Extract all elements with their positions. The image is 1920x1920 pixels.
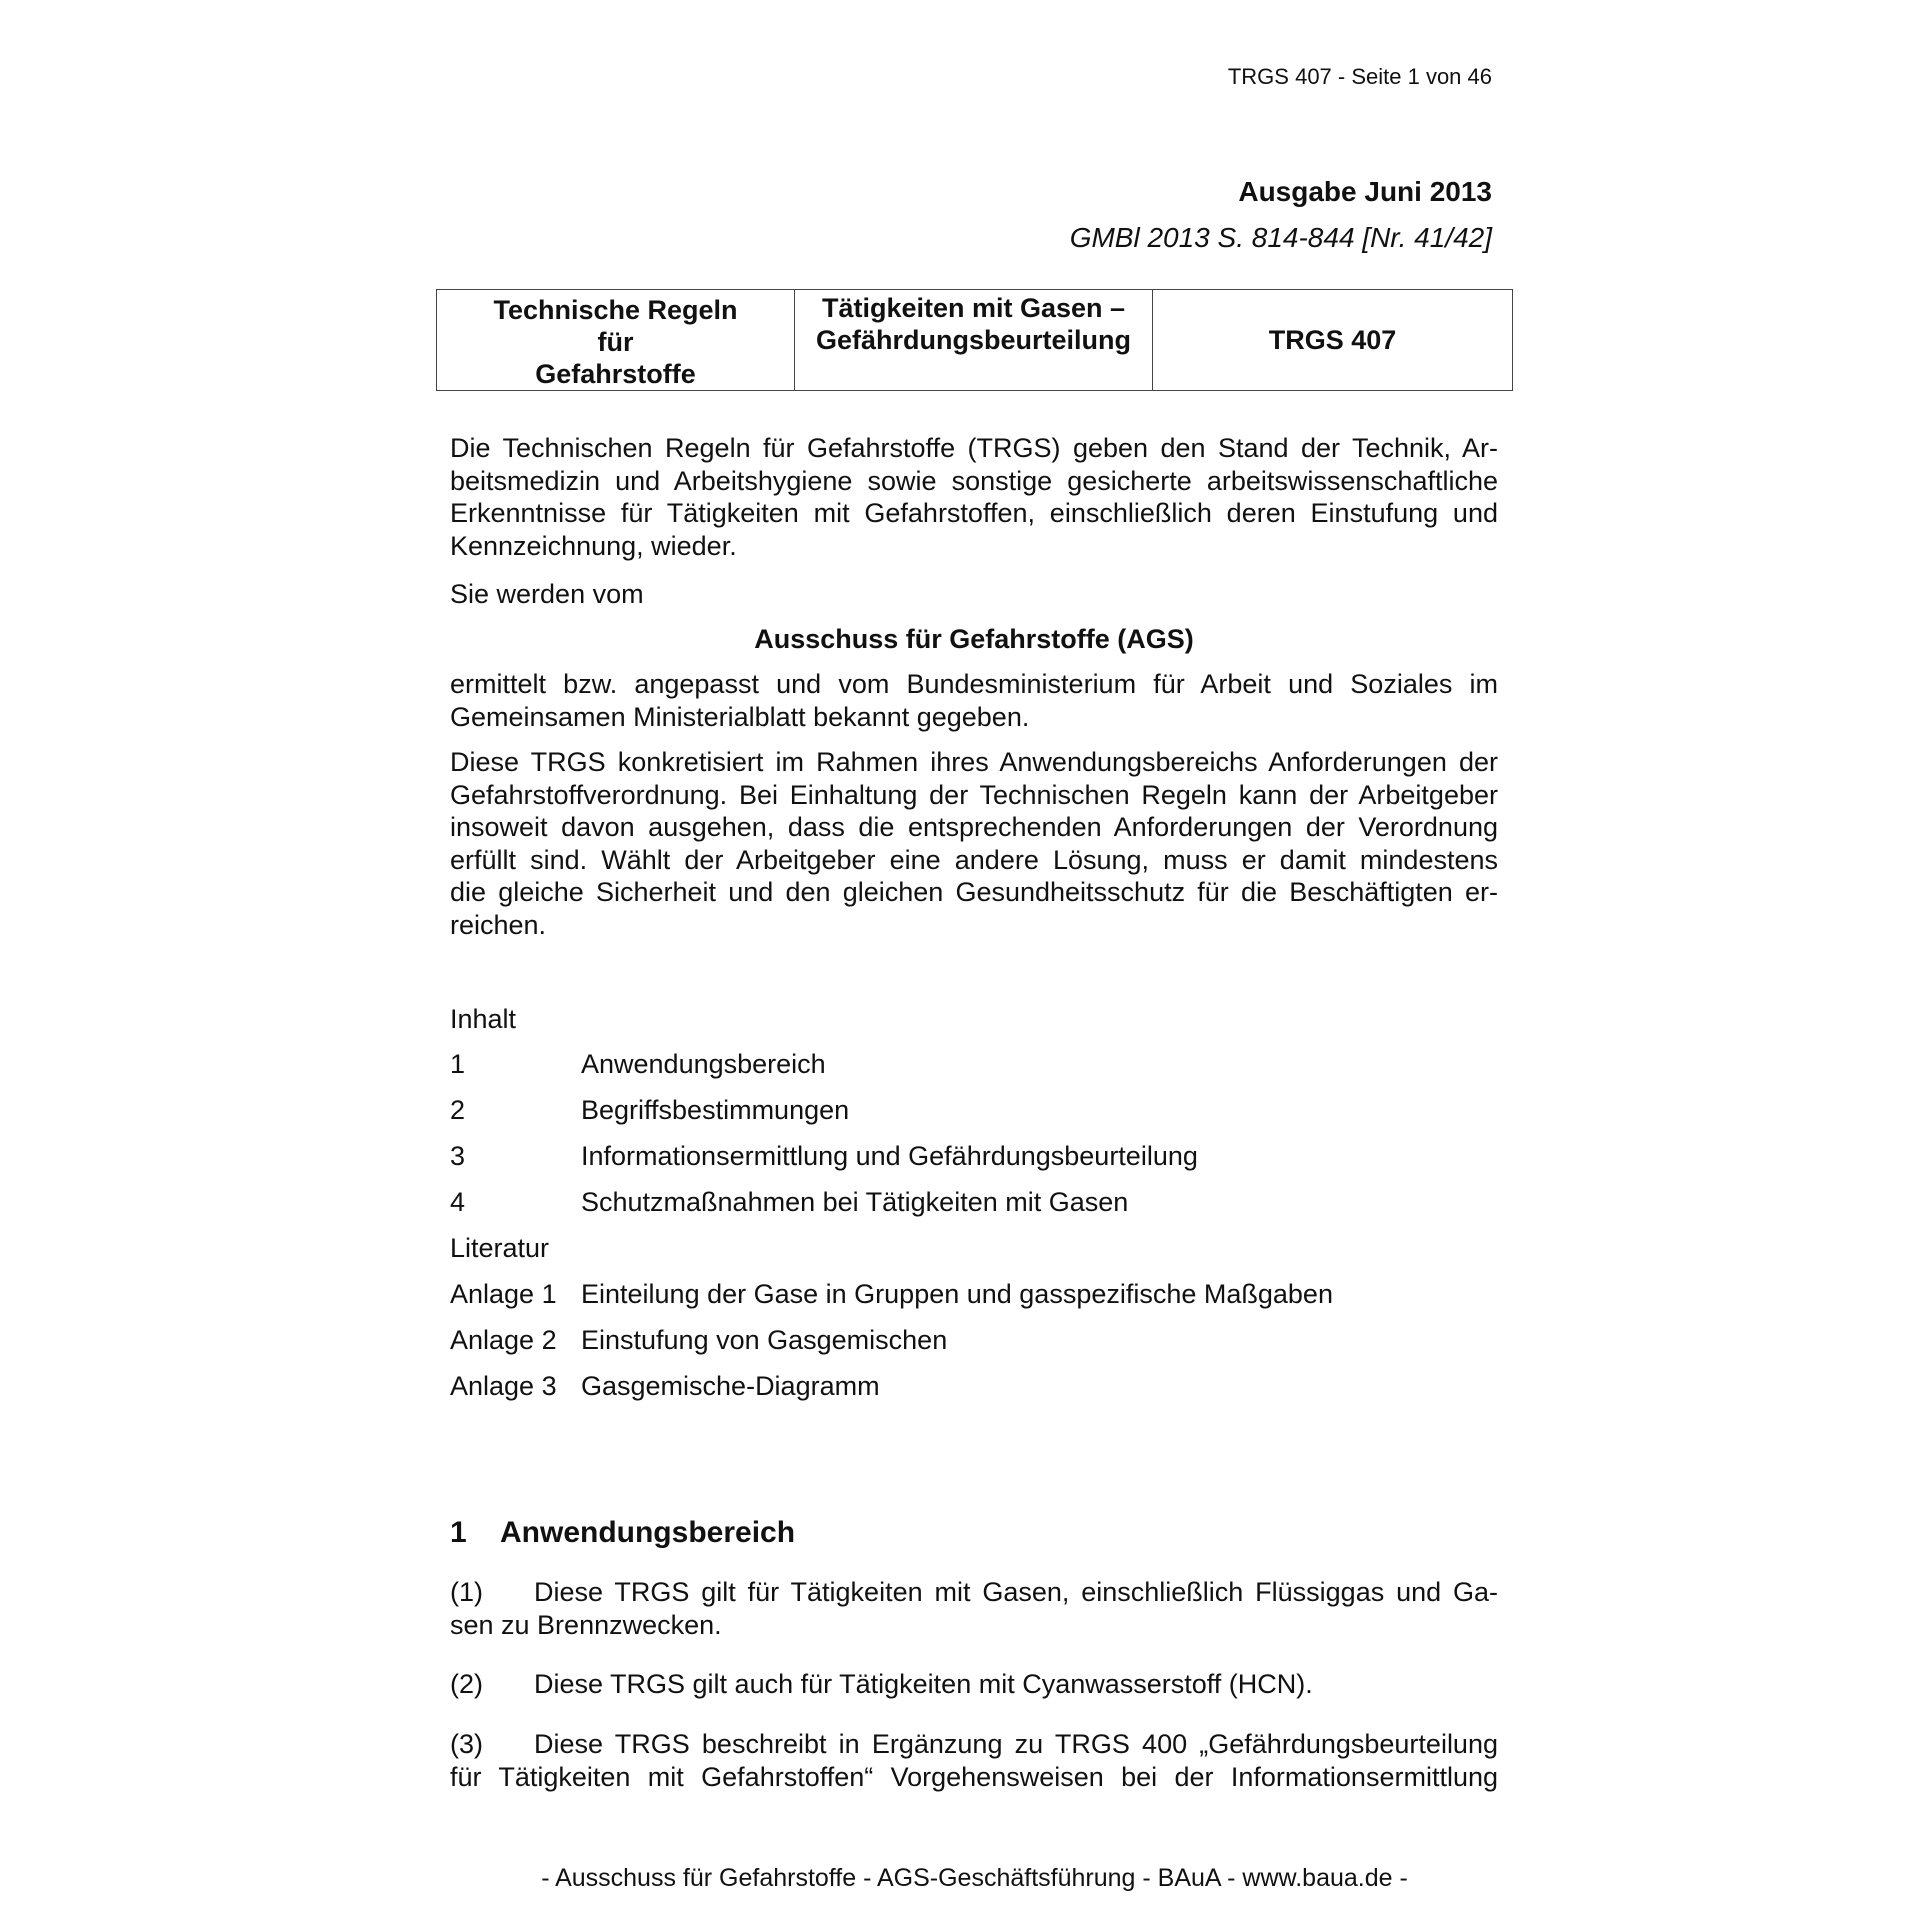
text-line: reichen.	[450, 909, 547, 940]
text-line	[450, 1576, 1498, 1609]
paragraph-number: (2)	[450, 1669, 483, 1699]
text-line: Kennzeichnung, wieder.	[450, 530, 737, 561]
text-line: Sie werden vom	[450, 579, 644, 609]
text-line	[450, 1668, 1498, 1701]
text-line: für Tätigkeiten mit Gefahrstoffen“ Vorgehensweisen bei der Informationsermittlung	[450, 1761, 1498, 1792]
text-line: beitsmedizin und Arbeitshygiene sowie sonstige gesicherte arbeitswissenschaftliche	[450, 465, 1498, 496]
text-line: die gleiche Sicherheit und den gleichen Gesundheitsschutz für die Beschäftigten er-	[450, 877, 1498, 907]
page-header: TRGS 407 - Seite 1 von 46	[1227, 64, 1492, 89]
section-paragraph-1	[450, 1576, 1498, 1641]
text-line: Erkenntnisse für Tätigkeiten mit Gefahrstoffen, einschließlich deren Einstufung und	[450, 498, 1498, 528]
toc-item-title: Schutzmaßnahmen bei Tätigkeiten mit Gasen	[581, 1187, 1129, 1217]
toc-item-number: Anlage 3	[450, 1371, 557, 1401]
intro-paragraph-2	[450, 578, 1498, 611]
toc-item-number: 2	[450, 1095, 466, 1125]
toc-item-title: Einstufung von Gasgemischen	[581, 1325, 948, 1355]
toc-item-title: Gasgemische-Diagramm	[581, 1371, 880, 1401]
text-fragment: Diese TRGS gilt auch für Tätigkeiten mit Cyanwasserstoff (HCN).	[534, 1669, 1313, 1699]
section-paragraph-2	[450, 1668, 1498, 1701]
toc-item-number: 3	[450, 1141, 466, 1171]
section-number: 1	[450, 1516, 467, 1549]
title-line: Gefährdungsbeurteilung	[815, 325, 1131, 355]
title-line: Technische Regeln	[493, 295, 738, 325]
committee-name: Ausschuss für Gefahrstoffe (AGS)	[754, 624, 1194, 654]
text-line: Die Technischen Regeln für Gefahrstoffe (TRGS) geben den Stand der Technik, Ar-	[450, 433, 1498, 463]
intro-paragraph-1	[450, 432, 1498, 562]
toc-item-title: Begriffsbestimmungen	[581, 1095, 850, 1125]
paragraph-number: (3)	[450, 1729, 483, 1759]
publication-citation: GMBl 2013 S. 814-844 [Nr. 41/42]	[1069, 222, 1492, 253]
toc-item-title: Anwendungsbereich	[581, 1049, 826, 1079]
text-line: ermittelt bzw. angepasst und vom Bundesministerium für Arbeit und Soziales im	[450, 669, 1498, 699]
toc-item-title: Einteilung der Gase in Gruppen und gasspezifische Maßgaben	[581, 1279, 1333, 1309]
toc-item-number: Anlage 1	[450, 1279, 557, 1309]
title-table	[436, 289, 1513, 391]
text-fragment: Diese TRGS gilt für Tätigkeiten mit Gasen, einschließlich Flüssiggas und Ga-	[534, 1577, 1498, 1607]
toc-item-number: 1	[450, 1049, 466, 1079]
toc-heading	[450, 1003, 1498, 1036]
toc-item-number: Literatur	[450, 1233, 550, 1263]
text-line	[450, 1728, 1498, 1761]
title-cell-number: TRGS 407	[1153, 290, 1513, 391]
paragraph-number: (1)	[450, 1577, 483, 1607]
toc-item-number: Anlage 2	[450, 1325, 557, 1355]
text-line: Gefahrstoffverordnung. Bei Einhaltung der Technischen Regeln kann der Arbeitgeber	[450, 779, 1498, 810]
title-line: Gefahrstoffe	[535, 359, 696, 389]
title-line: für	[597, 327, 634, 357]
page-footer: - Ausschuss für Gefahrstoffe - AGS-Geschäftsführung - BAuA - www.baua.de -	[541, 1864, 1408, 1892]
toc-item-number: 4	[450, 1187, 466, 1217]
title-cell-rules	[437, 290, 795, 391]
intro-paragraph-4	[450, 746, 1498, 941]
text-line: Diese TRGS konkretisiert im Rahmen ihres Anwendungsbereichs Anforderungen der	[450, 747, 1498, 777]
intro-paragraph-3	[450, 668, 1498, 733]
text-line: erfüllt sind. Wählt der Arbeitgeber eine andere Lösung, muss er damit mindestens	[450, 844, 1498, 875]
text-line: sen zu Brennzwecken.	[450, 1609, 722, 1640]
toc-heading-text: Inhalt	[450, 1004, 517, 1034]
text-line: Gemeinsamen Ministerialblatt bekannt gegeben.	[450, 701, 1030, 732]
edition-date: Ausgabe Juni 2013	[1238, 176, 1492, 207]
text-fragment: Diese TRGS beschreibt in Ergänzung zu TRGS 400 „Gefährdungsbeurteilung	[534, 1729, 1498, 1759]
section-title: Anwendungsbereich	[500, 1516, 796, 1549]
toc-item-title: Informationsermittlung und Gefährdungsbeurteilung	[581, 1141, 1198, 1171]
title-line: Tätigkeiten mit Gasen –	[821, 293, 1126, 323]
text-line: insoweit davon ausgehen, dass die entsprechenden Anforderungen der Verordnung	[450, 812, 1498, 842]
section-paragraph-3	[450, 1728, 1498, 1793]
title-cell-subject	[795, 290, 1153, 391]
